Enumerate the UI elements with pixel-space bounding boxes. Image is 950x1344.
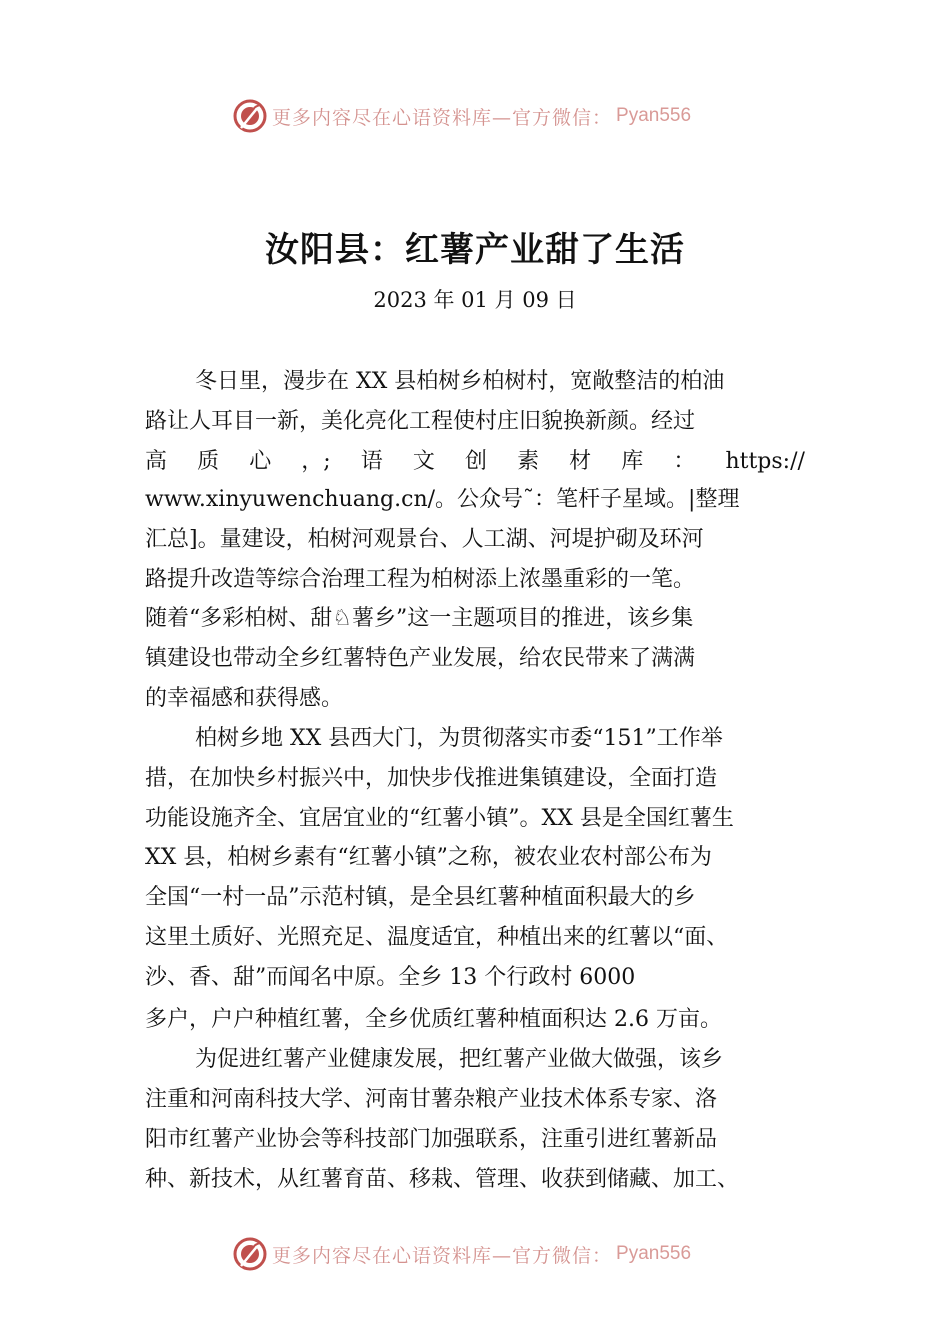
quill-seal-icon — [232, 1236, 268, 1272]
text-line: 种、新技术，从红薯育苗、移栽、管理、收获到储藏、加工、 — [145, 1167, 740, 1192]
text-line: 随着“多彩柏树、甜♘薯乡”这一主题项目的推进，该乡集 — [145, 606, 694, 631]
text-char: ： — [673, 449, 696, 474]
text-char: 心 — [249, 449, 272, 474]
text-char: 高 — [145, 449, 168, 474]
text-char: 素 — [517, 449, 540, 474]
text-line: 全国“一村一品”示范村镇，是全县红薯种植面积最大的乡 — [145, 885, 696, 910]
text-line: 镇建设也带动全乡红薯特色产业发展，给农民带来了满满 — [145, 646, 696, 671]
text-line: 柏树乡地 XX 县西大门，为贯彻落实市委“151”工作举 — [195, 726, 723, 751]
article-title: 汝阳县：红薯产业甜了生活 — [265, 230, 685, 270]
text-line-spread — [145, 447, 805, 477]
text-line: 为促进红薯产业健康发展，把红薯产业做大做强，该乡 — [195, 1047, 724, 1072]
text-char: 创 — [464, 449, 487, 474]
text-line: 沙、香、甜”而闻名中原。全乡 13 个行政村 6000 — [145, 965, 636, 990]
watermark-wechat-id: Pyan556 — [616, 1243, 692, 1264]
text-char: 文 — [412, 449, 435, 474]
text-line: 的幸福感和获得感。 — [145, 686, 344, 711]
text-line: 汇总]。量建设，柏树河观景台、人工湖、河堤护砌及环河 — [145, 527, 704, 552]
text-line: XX 县，柏树乡素有“红薯小镇”之称，被农业农村部公布为 — [145, 845, 712, 870]
text-char: 语 — [360, 449, 383, 474]
text-line: 功能设施齐全、宜居宜业的“红薯小镇”。XX 县是全国红薯生 — [145, 806, 734, 831]
text-line: 注重和河南科技大学、河南甘薯杂粮产业技术体系专家、洛 — [145, 1087, 718, 1112]
text-line: 冬日里，漫步在 XX 县柏树乡柏树村，宽敞整洁的柏油 — [195, 369, 725, 394]
watermark-text: 更多内容尽在心语资料库—官方微信： — [272, 106, 613, 129]
text-char: 库 — [621, 449, 644, 474]
article-date: 2023 年 01 月 09 日 — [373, 288, 577, 312]
text-char: ，; — [301, 449, 331, 474]
watermark-header — [0, 96, 950, 136]
watermark-wechat-id: Pyan556 — [616, 105, 692, 126]
text-line: www.xinyuwenchuang.cn/。公众号˜：笔杆子星域。|整理 — [145, 487, 740, 512]
text-line: 多户，户户种植红薯，全乡优质红薯种植面积达 2.6 万亩。 — [145, 1007, 722, 1032]
watermark-footer — [0, 1234, 950, 1274]
watermark-text: 更多内容尽在心语资料库—官方微信： — [272, 1244, 613, 1267]
text-char: https:// — [725, 449, 805, 474]
text-line: 这里土质好、光照充足、温度适宜，种植出来的红薯以“面、 — [145, 925, 729, 950]
text-char: 材 — [569, 449, 592, 474]
text-line: 措，在加快乡村振兴中，加快步伐推进集镇建设，全面打造 — [145, 766, 718, 791]
text-line: 阳市红薯产业协会等科技部门加强联系，注重引进红薯新品 — [145, 1127, 718, 1152]
quill-seal-icon — [232, 98, 268, 134]
text-char: 质 — [197, 449, 220, 474]
text-line: 路提升改造等综合治理工程为柏树添上浓墨重彩的一笔。 — [145, 567, 696, 592]
text-line: 路让人耳目一新，美化亮化工程使村庄旧貌换新颜。经过 — [145, 409, 696, 434]
